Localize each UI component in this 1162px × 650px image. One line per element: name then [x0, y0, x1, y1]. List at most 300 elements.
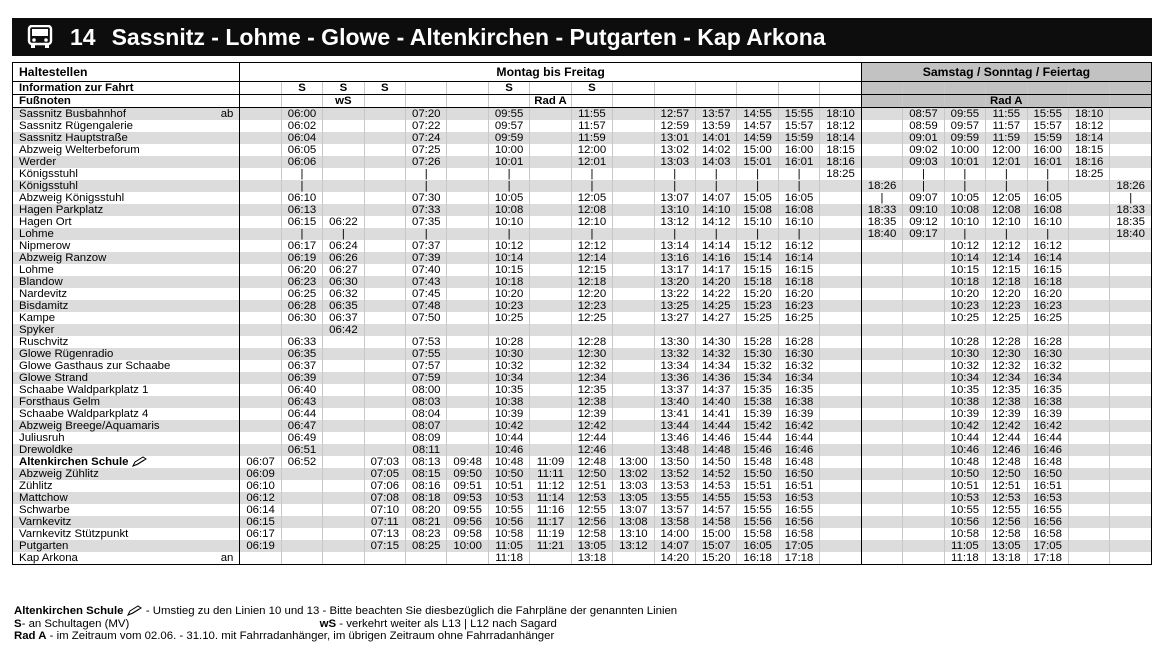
time-cell — [530, 396, 571, 408]
time-cell: 14:52 — [696, 468, 737, 480]
time-cell — [903, 276, 944, 288]
stop-label: Drewoldke — [19, 444, 73, 456]
time-cell — [820, 408, 862, 420]
time-cell — [240, 216, 281, 228]
footnote-row-label: Fußnoten — [13, 95, 240, 108]
time-cell: 14:55 — [696, 492, 737, 504]
time-cell: 07:39 — [406, 252, 447, 264]
time-cell — [530, 288, 571, 300]
stop-label: Sassnitz Hauptstraße — [19, 132, 128, 144]
time-cell — [696, 324, 737, 336]
time-cell: 12:01 — [571, 156, 612, 168]
time-cell: 15:15 — [737, 264, 778, 276]
time-cell: 15:05 — [737, 192, 778, 204]
time-cell: 13:17 — [654, 264, 695, 276]
time-cell: 08:57 — [903, 108, 944, 121]
time-cell: 06:06 — [281, 156, 322, 168]
time-cell: 06:33 — [281, 336, 322, 348]
time-cell: 13:12 — [654, 216, 695, 228]
time-cell — [820, 180, 862, 192]
time-cell: 07:11 — [364, 516, 405, 528]
time-cell — [530, 156, 571, 168]
time-cell: 12:44 — [571, 432, 612, 444]
time-cell — [613, 288, 654, 300]
time-cell: 13:18 — [986, 552, 1027, 565]
time-cell: 12:05 — [986, 192, 1027, 204]
table-row — [13, 156, 1152, 168]
time-cell: 12:38 — [986, 396, 1027, 408]
title-bar — [12, 18, 1152, 56]
time-cell — [820, 384, 862, 396]
time-cell: 07:25 — [406, 144, 447, 156]
time-cell: | — [281, 180, 322, 192]
time-cell — [447, 336, 488, 348]
table-row — [13, 360, 1152, 372]
time-cell — [323, 540, 364, 552]
time-cell: 10:55 — [488, 504, 529, 516]
time-cell — [613, 312, 654, 324]
time-cell: 12:00 — [571, 144, 612, 156]
time-cell: 09:50 — [447, 468, 488, 480]
time-cell: 08:15 — [406, 468, 447, 480]
time-cell — [364, 204, 405, 216]
time-cell — [861, 480, 902, 492]
time-cell: 15:20 — [696, 552, 737, 565]
time-cell: 09:55 — [447, 504, 488, 516]
time-cell: 10:44 — [488, 432, 529, 444]
time-cell: 14:58 — [696, 516, 737, 528]
time-cell: 06:32 — [323, 288, 364, 300]
time-cell — [903, 420, 944, 432]
time-cell: 15:14 — [737, 252, 778, 264]
time-cell: 12:15 — [571, 264, 612, 276]
time-cell — [323, 168, 364, 180]
time-cell: 14:44 — [696, 420, 737, 432]
time-cell: | — [903, 180, 944, 192]
time-cell: 10:23 — [944, 300, 985, 312]
time-cell: 14:03 — [696, 156, 737, 168]
time-cell: 13:05 — [613, 492, 654, 504]
time-cell — [323, 144, 364, 156]
time-cell: 16:18 — [1027, 276, 1068, 288]
time-cell: 08:04 — [406, 408, 447, 420]
time-cell: 15:55 — [737, 504, 778, 516]
time-cell — [530, 216, 571, 228]
time-cell: 12:23 — [571, 300, 612, 312]
time-cell — [778, 324, 819, 336]
stop-name — [13, 552, 240, 565]
time-cell: 16:42 — [778, 420, 819, 432]
time-cell — [530, 408, 571, 420]
time-cell — [1068, 348, 1109, 360]
time-cell — [240, 228, 281, 240]
time-cell — [820, 432, 862, 444]
time-cell: 07:05 — [364, 468, 405, 480]
stop-label: Ruschvitz — [19, 336, 69, 348]
time-cell: 16:48 — [778, 456, 819, 468]
table-row — [13, 264, 1152, 276]
time-cell: | — [944, 180, 985, 192]
time-cell — [1068, 336, 1109, 348]
time-cell — [861, 132, 902, 144]
time-cell: 13:08 — [613, 516, 654, 528]
stop-label: Königsstuhl — [19, 180, 78, 192]
info-row-cell — [944, 82, 985, 95]
info-row-cell: S — [571, 82, 612, 95]
stop-name — [13, 120, 240, 132]
time-cell: 16:56 — [778, 516, 819, 528]
time-cell: 14:34 — [696, 360, 737, 372]
stop-label: Schaabe Waldparkplatz 1 — [19, 384, 149, 396]
time-cell — [1068, 480, 1109, 492]
footnote-key: S — [14, 617, 22, 630]
time-cell — [1110, 468, 1152, 480]
time-cell — [861, 168, 902, 180]
time-cell — [530, 276, 571, 288]
time-cell: 07:10 — [364, 504, 405, 516]
time-cell: 18:26 — [1110, 180, 1152, 192]
time-cell — [240, 132, 281, 144]
time-cell: 14:07 — [696, 192, 737, 204]
info-row-cell — [903, 82, 944, 95]
time-cell — [820, 504, 862, 516]
time-cell: 18:16 — [820, 156, 862, 168]
time-cell: 07:30 — [406, 192, 447, 204]
time-cell: 10:34 — [944, 372, 985, 384]
footnote-row-cell — [571, 95, 612, 108]
stop-label: Glowe Gasthaus zur Schaabe — [19, 360, 171, 372]
time-cell: 10:05 — [488, 192, 529, 204]
info-row-cell: S — [323, 82, 364, 95]
time-cell: 07:55 — [406, 348, 447, 360]
time-cell — [447, 420, 488, 432]
time-cell: 07:24 — [406, 132, 447, 144]
time-cell: 08:11 — [406, 444, 447, 456]
time-cell: 14:32 — [696, 348, 737, 360]
time-cell: 14:17 — [696, 264, 737, 276]
time-cell — [447, 156, 488, 168]
time-cell — [903, 408, 944, 420]
time-cell — [447, 288, 488, 300]
time-cell: 12:20 — [986, 288, 1027, 300]
time-cell: 16:12 — [1027, 240, 1068, 252]
time-cell: 08:03 — [406, 396, 447, 408]
time-cell — [613, 348, 654, 360]
time-cell: 12:56 — [986, 516, 1027, 528]
time-cell — [613, 252, 654, 264]
time-cell — [903, 492, 944, 504]
time-cell: 06:25 — [281, 288, 322, 300]
time-cell: 10:35 — [944, 384, 985, 396]
time-cell: | — [696, 180, 737, 192]
stop-name — [13, 156, 240, 168]
time-cell — [820, 396, 862, 408]
time-cell: 06:15 — [240, 516, 281, 528]
time-cell — [1110, 360, 1152, 372]
time-cell: 12:51 — [986, 480, 1027, 492]
time-cell: 13:58 — [654, 516, 695, 528]
time-cell: 06:17 — [281, 240, 322, 252]
time-cell: 10:42 — [488, 420, 529, 432]
time-cell — [281, 528, 322, 540]
time-cell — [1110, 132, 1152, 144]
stop-label: Spyker — [19, 324, 55, 336]
time-cell — [240, 324, 281, 336]
time-cell: | — [281, 228, 322, 240]
time-cell: 18:10 — [820, 108, 862, 121]
time-cell — [447, 216, 488, 228]
time-cell: 13:10 — [613, 528, 654, 540]
time-cell: 06:30 — [281, 312, 322, 324]
time-cell — [364, 252, 405, 264]
time-cell: 18:33 — [861, 204, 902, 216]
time-cell — [530, 432, 571, 444]
time-cell: 10:51 — [944, 480, 985, 492]
time-cell: 13:05 — [986, 540, 1027, 552]
time-cell — [447, 264, 488, 276]
time-cell — [861, 396, 902, 408]
stop-name — [13, 432, 240, 444]
time-cell: 16:20 — [778, 288, 819, 300]
stop-name — [13, 384, 240, 396]
time-cell: 10:23 — [488, 300, 529, 312]
time-cell: | — [986, 168, 1027, 180]
time-cell: 16:58 — [778, 528, 819, 540]
time-cell: 07:03 — [364, 456, 405, 468]
footnote-row-cell — [281, 95, 322, 108]
time-cell — [613, 300, 654, 312]
stop-label: Hagen Parkplatz — [19, 204, 104, 216]
table-row — [13, 132, 1152, 144]
time-cell: 16:32 — [778, 360, 819, 372]
stop-label: Blandow — [19, 276, 63, 288]
time-cell: 07:26 — [406, 156, 447, 168]
time-cell: 06:07 — [240, 456, 281, 468]
time-cell: | — [861, 192, 902, 204]
time-cell — [281, 492, 322, 504]
time-cell — [323, 396, 364, 408]
time-cell — [447, 120, 488, 132]
time-cell — [530, 312, 571, 324]
time-cell: 15:12 — [737, 240, 778, 252]
time-cell — [447, 108, 488, 121]
time-cell — [1110, 348, 1152, 360]
time-cell: 16:18 — [778, 276, 819, 288]
direction-label: an — [220, 552, 234, 564]
time-cell — [240, 336, 281, 348]
table-row — [13, 492, 1152, 504]
time-cell: 09:56 — [447, 516, 488, 528]
time-cell: 07:50 — [406, 312, 447, 324]
time-cell — [240, 432, 281, 444]
time-cell — [861, 324, 902, 336]
bus-icon — [26, 24, 56, 50]
transfer-pencil-icon — [129, 456, 148, 468]
time-cell — [240, 204, 281, 216]
time-cell: 13:07 — [654, 192, 695, 204]
stop-name — [13, 516, 240, 528]
time-cell: 09:57 — [488, 120, 529, 132]
time-cell: 06:42 — [323, 324, 364, 336]
time-cell — [364, 228, 405, 240]
time-cell: 08:59 — [903, 120, 944, 132]
time-cell: 12:34 — [571, 372, 612, 384]
time-cell — [1110, 528, 1152, 540]
time-cell — [530, 192, 571, 204]
time-cell: | — [281, 168, 322, 180]
time-cell — [613, 144, 654, 156]
time-cell: 09:17 — [903, 228, 944, 240]
time-cell: 16:05 — [778, 192, 819, 204]
time-cell — [323, 552, 364, 565]
time-cell: 17:18 — [1027, 552, 1068, 565]
time-cell: 08:09 — [406, 432, 447, 444]
time-cell: 11:14 — [530, 492, 571, 504]
stop-label: Juliusruh — [19, 432, 65, 444]
time-cell — [281, 552, 322, 565]
time-cell — [530, 420, 571, 432]
info-row-cell — [861, 82, 902, 95]
time-cell: 15:35 — [737, 384, 778, 396]
time-cell: 16:38 — [1027, 396, 1068, 408]
time-cell: 10:28 — [488, 336, 529, 348]
time-cell — [1068, 384, 1109, 396]
time-cell: 15:57 — [1027, 120, 1068, 132]
time-cell — [820, 228, 862, 240]
time-cell — [1110, 432, 1152, 444]
time-cell: 14:14 — [696, 240, 737, 252]
time-cell: 10:01 — [488, 156, 529, 168]
time-cell — [820, 528, 862, 540]
time-cell: 08:23 — [406, 528, 447, 540]
time-cell: 15:46 — [737, 444, 778, 456]
time-cell: 06:52 — [281, 456, 322, 468]
footnote-text: - verkehrt weiter als L13 | L12 nach Sagard — [336, 617, 557, 630]
table-row — [13, 120, 1152, 132]
time-cell: | — [778, 180, 819, 192]
time-cell: 07:06 — [364, 480, 405, 492]
time-cell: 18:10 — [1068, 108, 1109, 121]
time-cell: 10:42 — [944, 420, 985, 432]
time-cell: 10:51 — [488, 480, 529, 492]
time-cell: 11:57 — [571, 120, 612, 132]
time-cell: 15:56 — [737, 516, 778, 528]
time-cell: 13:05 — [571, 540, 612, 552]
time-cell: 12:46 — [571, 444, 612, 456]
time-cell — [613, 108, 654, 121]
time-cell — [1068, 396, 1109, 408]
time-cell — [654, 324, 695, 336]
time-cell — [903, 300, 944, 312]
table-row — [13, 252, 1152, 264]
time-cell — [323, 192, 364, 204]
time-cell: 16:23 — [1027, 300, 1068, 312]
time-cell — [1110, 372, 1152, 384]
time-cell: 10:50 — [488, 468, 529, 480]
table-row — [13, 276, 1152, 288]
stop-name — [13, 444, 240, 456]
info-row-cell — [447, 82, 488, 95]
time-cell — [1068, 516, 1109, 528]
stop-name — [13, 360, 240, 372]
time-cell — [240, 264, 281, 276]
time-cell — [530, 348, 571, 360]
time-cell — [903, 468, 944, 480]
time-cell: 13:03 — [613, 480, 654, 492]
time-cell — [447, 252, 488, 264]
time-cell: 10:15 — [488, 264, 529, 276]
time-cell: 06:47 — [281, 420, 322, 432]
table-row — [13, 456, 1152, 468]
time-cell — [1068, 216, 1109, 228]
time-cell: 06:12 — [240, 492, 281, 504]
time-cell — [861, 552, 902, 565]
time-cell: 13:25 — [654, 300, 695, 312]
time-cell: 09:10 — [903, 204, 944, 216]
time-cell: 16:15 — [1027, 264, 1068, 276]
time-cell — [903, 384, 944, 396]
time-cell: 15:00 — [737, 144, 778, 156]
time-cell — [530, 360, 571, 372]
footnotes — [14, 605, 1154, 643]
time-cell — [364, 420, 405, 432]
time-cell — [530, 168, 571, 180]
info-row-cell — [530, 82, 571, 95]
time-cell — [820, 192, 862, 204]
footnote-text: - im Zeitraum vom 02.06. - 31.10. mit Fahrradanhänger, im übrigen Zeitraum ohne Fahrradanhänger — [46, 630, 555, 643]
table-row — [13, 192, 1152, 204]
time-cell — [1068, 444, 1109, 456]
time-cell: 18:40 — [1110, 228, 1152, 240]
time-cell — [820, 444, 862, 456]
time-cell — [861, 432, 902, 444]
stops-header: Haltestellen — [13, 63, 240, 82]
time-cell — [1110, 264, 1152, 276]
table-row — [13, 300, 1152, 312]
time-cell — [323, 348, 364, 360]
stop-name — [13, 540, 240, 552]
time-cell: 07:33 — [406, 204, 447, 216]
stop-label: Varnkevitz Stützpunkt — [19, 528, 129, 540]
weekday-header: Montag bis Freitag — [240, 63, 861, 82]
stop-label: Abzweig Königsstuhl — [19, 192, 125, 204]
time-cell: 10:32 — [944, 360, 985, 372]
time-cell — [240, 372, 281, 384]
time-cell — [364, 156, 405, 168]
time-cell — [820, 264, 862, 276]
stop-name — [13, 204, 240, 216]
time-cell — [530, 252, 571, 264]
time-cell: 06:35 — [323, 300, 364, 312]
time-cell: 16:00 — [778, 144, 819, 156]
time-cell: | — [406, 180, 447, 192]
time-cell: 13:48 — [654, 444, 695, 456]
time-cell: 15:44 — [737, 432, 778, 444]
time-cell: | — [986, 180, 1027, 192]
time-cell: 13:14 — [654, 240, 695, 252]
stop-name — [13, 264, 240, 276]
time-cell — [447, 228, 488, 240]
time-cell — [364, 336, 405, 348]
footnote-line — [14, 618, 1154, 631]
time-cell — [613, 420, 654, 432]
time-cell: 16:00 — [1027, 144, 1068, 156]
time-cell — [323, 408, 364, 420]
time-cell: 10:00 — [944, 144, 985, 156]
footnote-text: - an Schultagen (MV) — [21, 617, 130, 630]
time-cell — [323, 372, 364, 384]
time-cell: 06:37 — [323, 312, 364, 324]
